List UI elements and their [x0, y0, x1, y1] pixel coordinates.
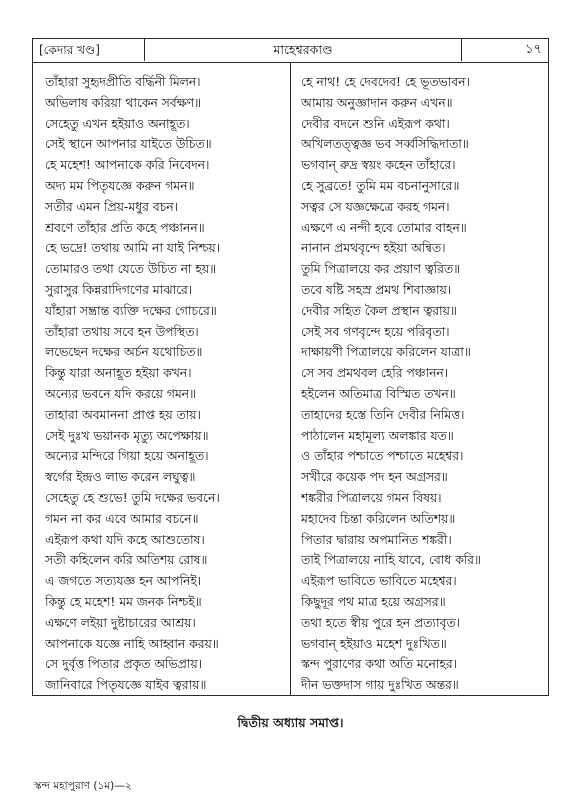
- verse-line: দেবীর সহিত কৈল প্রস্থান ত্বরায়॥: [301, 303, 457, 318]
- verse-line: এইরূপ ভাবিতে ভাবিতে মহেশ্বর।: [301, 574, 457, 589]
- verse-line: কিন্তু হে মহেশ! মম জনক নিশ্চই॥: [45, 594, 202, 609]
- verse-line: তাই পিত্রালয়ে নাহি যাবে, বোধ করি॥: [301, 553, 481, 568]
- verse-line: হে নাথ! হে দেবদেব! হে ভূতভাবন।: [301, 75, 470, 89]
- verse-line: এ জগতে সত্যযজ্ঞ হন আপনিই।: [45, 574, 202, 589]
- verse-line: তাঁহারা তথায় সবে হন উপস্থিত।: [45, 324, 199, 339]
- verse-line: দাক্ষায়ণী পিত্রালয়ে করিলেন যাত্রা॥: [301, 345, 471, 360]
- verse-line: অখিলতত্ত্বজ্ঞ ভব সর্ব্বসিদ্ধিদাতা॥: [301, 137, 469, 152]
- verse-line: সেই স্থানে আপনার যাইতে উচিত॥: [45, 137, 212, 152]
- verse-line: আপনাকে যজ্ঞে নাহি আহ্বান করয়॥: [45, 636, 219, 651]
- verse-line: কিন্তু যারা অনাহূত হইয়া কখন।: [45, 366, 192, 381]
- right-verse-column: [301, 72, 546, 696]
- verse-line: ভগবান্ রুদ্র স্বয়ং কহেন তাঁহারে।: [301, 158, 456, 173]
- verse-line: সতীর এমন প্রিয়-মধুর বচন।: [45, 199, 178, 214]
- verse-line: পিতার দ্বারায় অপমানিত শঙ্করী।: [301, 532, 452, 547]
- running-header: [33, 39, 548, 63]
- verse-line: ও তাঁহার পশ্চাতে পশ্চাতে মহেশ্বর।: [301, 449, 464, 464]
- verse-line: হে ভদ্রে! তথায় আমি না যাই নিশ্চয়।: [45, 241, 221, 256]
- section-title: [কেদার খণ্ড]: [33, 39, 145, 61]
- verse-line: তথা হতে স্বীয় পুরে হন প্রত্যাবৃত।: [301, 615, 461, 630]
- verse-line: যাঁহারা সম্ভ্রান্ত ব্যক্তি দক্ষের গোচরে॥: [45, 303, 217, 318]
- verse-line: তাঁহারা সুহৃদপ্রীতি বর্দ্ধিনী মিলন।: [45, 75, 201, 89]
- verse-line: অন্যের ভবনে যদি করয়ে গমন॥: [45, 386, 196, 401]
- verse-line: সেহেতু এখন হইয়াও অনাহূত।: [45, 116, 190, 131]
- verse-line: এক্ষণে লইয়া দুষ্টাচারের আশ্রয়।: [45, 615, 196, 630]
- verse-line: শ্রবণে তাঁহার প্রতি কহে পঞ্চানন॥: [45, 220, 205, 235]
- verse-line: সেই দুঃখ ভয়ানক মৃত্যু অপেক্ষায়॥: [45, 428, 209, 443]
- verse-line: গমন না কর এবে আমার বচনে॥: [45, 511, 199, 526]
- verse-line: হে মহেশ! আপনাকে করি নিবেদন।: [45, 158, 210, 173]
- footer-book-title: স্কন্দ মহাপুরাণ (১ম)—২: [34, 780, 132, 792]
- verse-line: শঙ্করীর পিত্রালয়ে গমন বিষয়।: [301, 490, 442, 505]
- verse-line: তুমি পিত্রালয়ে কর প্রয়াণ ত্বরিত॥: [301, 262, 461, 277]
- verse-line: আমায় অনুজ্ঞাদান করুন এখন॥: [301, 95, 453, 110]
- verse-line: নানান প্রমথবৃন্দে হইয়া অন্বিত।: [301, 241, 446, 256]
- verse-line: অন্যের মন্দিরে গিয়া হয়ে অনাহূত।: [45, 449, 209, 464]
- verse-line: এইরূপ কথা যদি কহে আশুতোষ।: [45, 532, 205, 547]
- verse-line: হে সুব্রতে! তুমি মম বচনানুসারে॥: [301, 178, 460, 193]
- verse-line: সেহেতু হে শুভে! তুমি দক্ষের ভবনে।: [45, 490, 220, 505]
- verse-line: কিছুদূর পথ মাত্র হয়ে অগ্রসর॥: [301, 594, 446, 609]
- page-number: ১৭: [461, 39, 548, 61]
- verse-line: মহাদেব চিন্তা করিলেন অতিশয়॥: [301, 511, 456, 526]
- verse-line: স্বর্গের ইন্দ্রও লাভ করেন লঘুত্ব॥: [45, 470, 196, 485]
- verse-line: সতী কহিলেন করি অতিশয় রোষ॥: [45, 553, 208, 568]
- verse-line: স্কন্দ পুরাণের কথা অতি মনোহর।: [301, 657, 458, 672]
- verse-line: ভগবান্ হইয়াও মহেশ দুঃখিত॥: [301, 636, 447, 651]
- verse-line: লভেছেন দক্ষের অর্চন যথোচিত॥: [45, 345, 203, 360]
- chapter-end-note: দ্বিতীয় অধ্যায় সমাপ্ত।: [237, 715, 344, 730]
- verse-line: তাহারা অবমাননা প্রাপ্ত হয় তায়।: [45, 407, 201, 422]
- column-divider: [290, 63, 291, 695]
- verse-line: সে দুর্বৃত্ত পিতার প্রকৃত অভিপ্রায়।: [45, 657, 202, 672]
- verse-line: হইলেন অতিমাত্র বিস্মিত তখন॥: [301, 386, 456, 401]
- page-frame: [32, 38, 549, 696]
- verse-line: পাঠালেন মহামূল্য অলঙ্কার যত॥: [301, 428, 454, 443]
- verse-line: দেবীর বদনে শুনি এইরূপ কথা।: [301, 116, 450, 131]
- verse-line: তোমারও তথা যেতে উচিত না হয়॥: [45, 262, 217, 277]
- verse-line: জানিবারে পিতৃযজ্ঞে যাইব ত্বরায়॥: [45, 678, 207, 693]
- verse-line: তাহাদের হস্তে তিনি দেবীর নিমিত্ত।: [301, 407, 465, 422]
- verse-line: সখীরে কয়েক পদ হন অগ্রসর॥: [301, 470, 448, 485]
- verse-line: সেই সব গণবৃন্দে হয়ে পরিবৃতা।: [301, 324, 450, 339]
- verse-line: তবে ষষ্টি সহস্র প্রমথ শিবাজ্ঞায়।: [301, 282, 452, 297]
- left-verse-column: [45, 72, 285, 696]
- verse-line: অদ্য মম পিতৃযজ্ঞে করুন গমন॥: [45, 178, 195, 193]
- verse-line: সুরাসুর কিন্নরাদিগণের মাঝারে।: [45, 282, 193, 297]
- chapter-title: মাহেশ্বরকাণ্ড: [273, 42, 333, 57]
- verse-line: সত্বর সে যজ্ঞক্ষেত্রে করহ গমন।: [301, 199, 450, 214]
- verse-line: সে সব প্রমথবল হেরি পঞ্চানন।: [301, 366, 449, 381]
- verse-line: অভিলাষ করিয়া থাকেন সর্বক্ষণ॥: [45, 95, 201, 110]
- verse-line: দীন ভক্তদাস গায় দুঃখিত অন্তর॥: [301, 678, 459, 693]
- verse-line: এক্ষণে এ নন্দী হবে তোমার বাহন॥: [301, 220, 467, 235]
